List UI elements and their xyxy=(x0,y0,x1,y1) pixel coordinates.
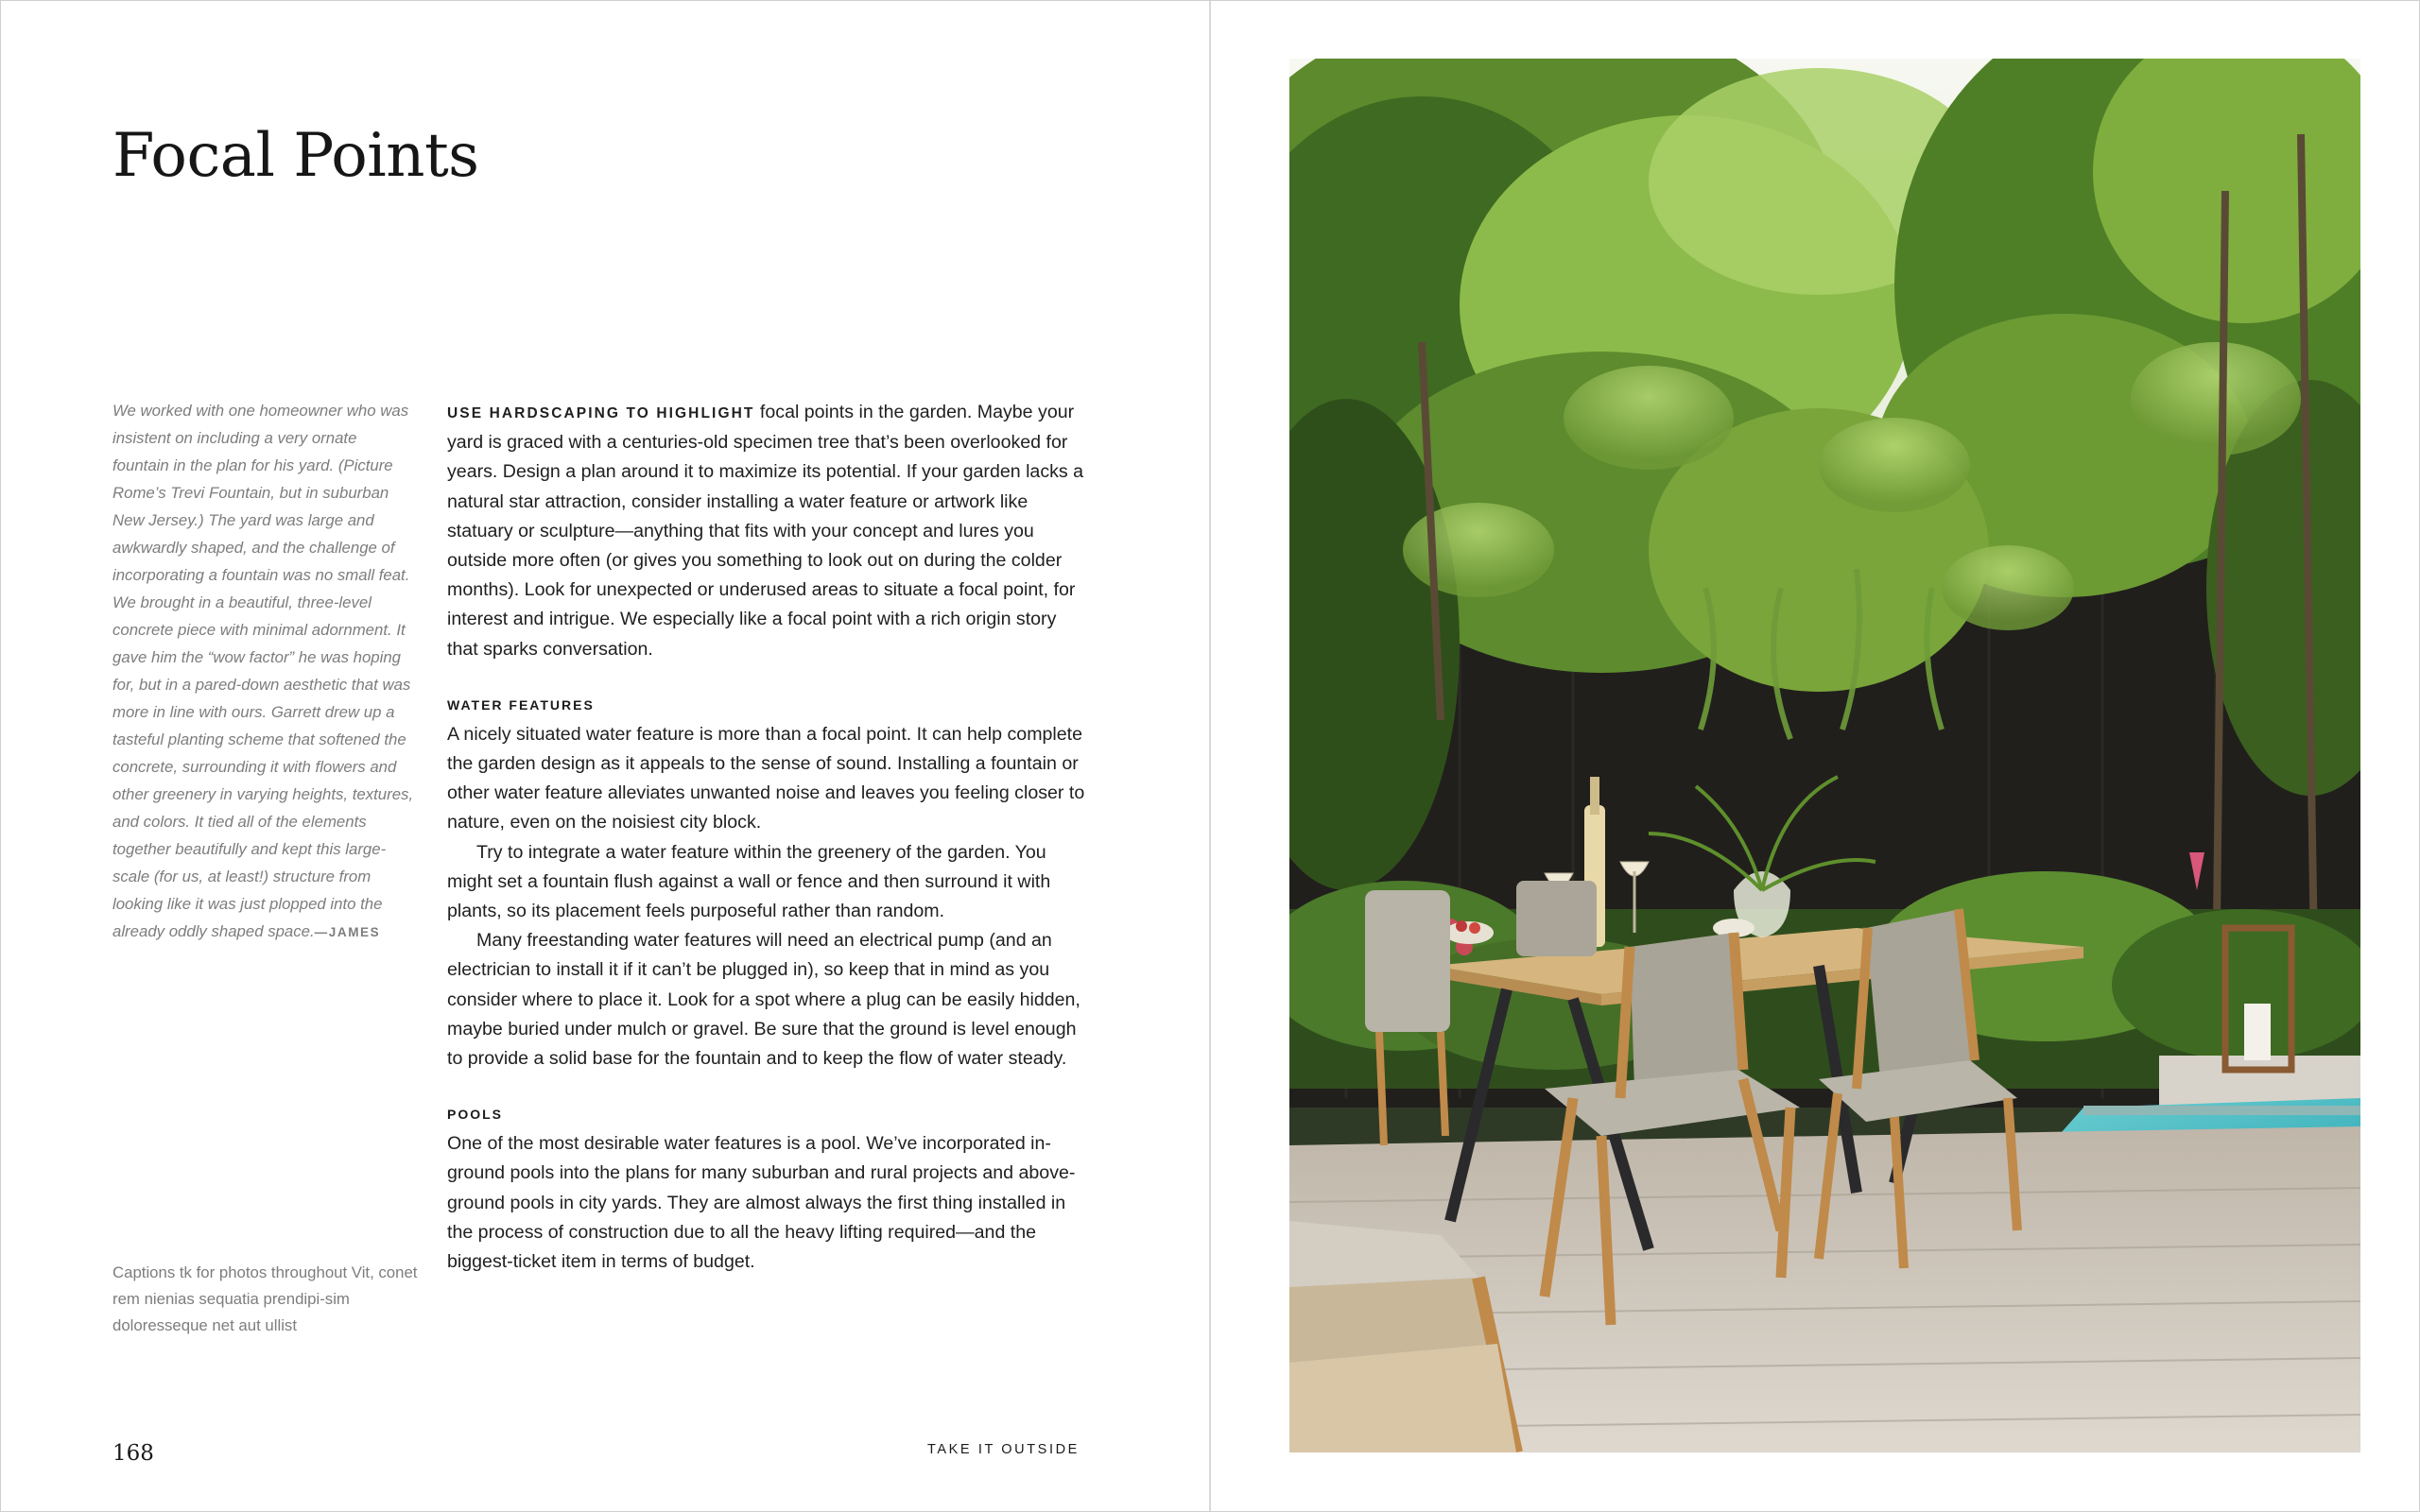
pools-paragraph: One of the most desirable water features is a pool. We’ve incorporated in-ground pools into the plans for many suburban and rural projects and above-ground pools in city yards. They are almost always the first thing installed in the process of construction due to all the heavy lifting required—and the biggest-ticket item in terms of budget. xyxy=(447,1133,1076,1273)
sidebar-quote xyxy=(112,397,415,946)
quote-attribution: —JAMES xyxy=(314,925,381,939)
page-title: Focal Points xyxy=(112,121,479,191)
page-number: 168 xyxy=(112,1441,154,1466)
intro-lead-in: USE HARDSCAPING TO HIGHLIGHT xyxy=(447,405,755,421)
water-paragraph-1: A nicely situated water feature is more than a focal point. It can help complete the garden design as it appeals to the sense of sound. Installing a fountain or other water feature alleviates unwanted noise and leaves you feeling closer to nature, even on the noisiest city block. xyxy=(447,723,1085,833)
water-paragraph-3: Many freestanding water features will need an electrical pump (and an electrician to install it if it can’t be plugged in), so keep that in mind as you consider where to place it. Look for a spot where a plug can be easily hidden, maybe buried under mulch or gravel. Be sure that the ground is level enough to provide a solid base for the fountain and to keep the flow of water steady. xyxy=(447,930,1080,1070)
sidebar-quote-text: We worked with one homeowner who was insistent on including a very ornate fountain in the plan for his yard. (Picture Rome’s Trevi Fountain, but in suburban New Jersey.) The yard was large and awkwardly shaped, and the challenge of incorporating a fountain was no small feat. We brought in a beautiful, three-level concrete piece with minimal adornment. It gave him the “wow factor” he was hoping for, but in a pared-down aesthetic that was more in line with ours. Garrett drew up a tasteful planting scheme that softened the concrete, surrounding it with flowers and other greenery in varying heights, textures, and colors. It tied all of the elements together beautifully and kept this large-scale (for us, at least!) structure from looking like it was just plopped into the already oddly shaped space. xyxy=(112,402,414,940)
garden-patio-photo xyxy=(1289,59,2360,1452)
water-paragraph-2: Try to integrate a water feature within the greenery of the garden. You might set a fountain flush against a wall or fence and then surround it with plants, so its placement feels purposeful rather than random. xyxy=(447,841,1051,922)
water-features-heading: WATER FEATURES xyxy=(447,696,595,713)
photo-caption: Captions tk for photos throughout Vit, conet rem nienias sequatia prendipi-sim doloresseque net aut ullist xyxy=(112,1263,418,1334)
running-head: TAKE IT OUTSIDE xyxy=(927,1442,1080,1457)
intro-paragraph xyxy=(447,398,1090,664)
main-text-column xyxy=(447,398,1090,1277)
intro-body: focal points in the garden. Maybe your yard is graced with a centuries-old specimen tree that’s been overlooked for years. Design a plan around it to maximize its potential. If your garden lacks a natural star attraction, consider installing a water feature or artwork like statuary or sculpture—anything that fits with your concept and lures you outside more often (or gives you something to look out on during the colder months). Look for unexpected or underused areas to situate a focal point, for interest and intrigue. We especially like a focal point with a rich origin story that sparks conversation. xyxy=(447,402,1084,660)
pools-heading: POOLS xyxy=(447,1107,504,1123)
